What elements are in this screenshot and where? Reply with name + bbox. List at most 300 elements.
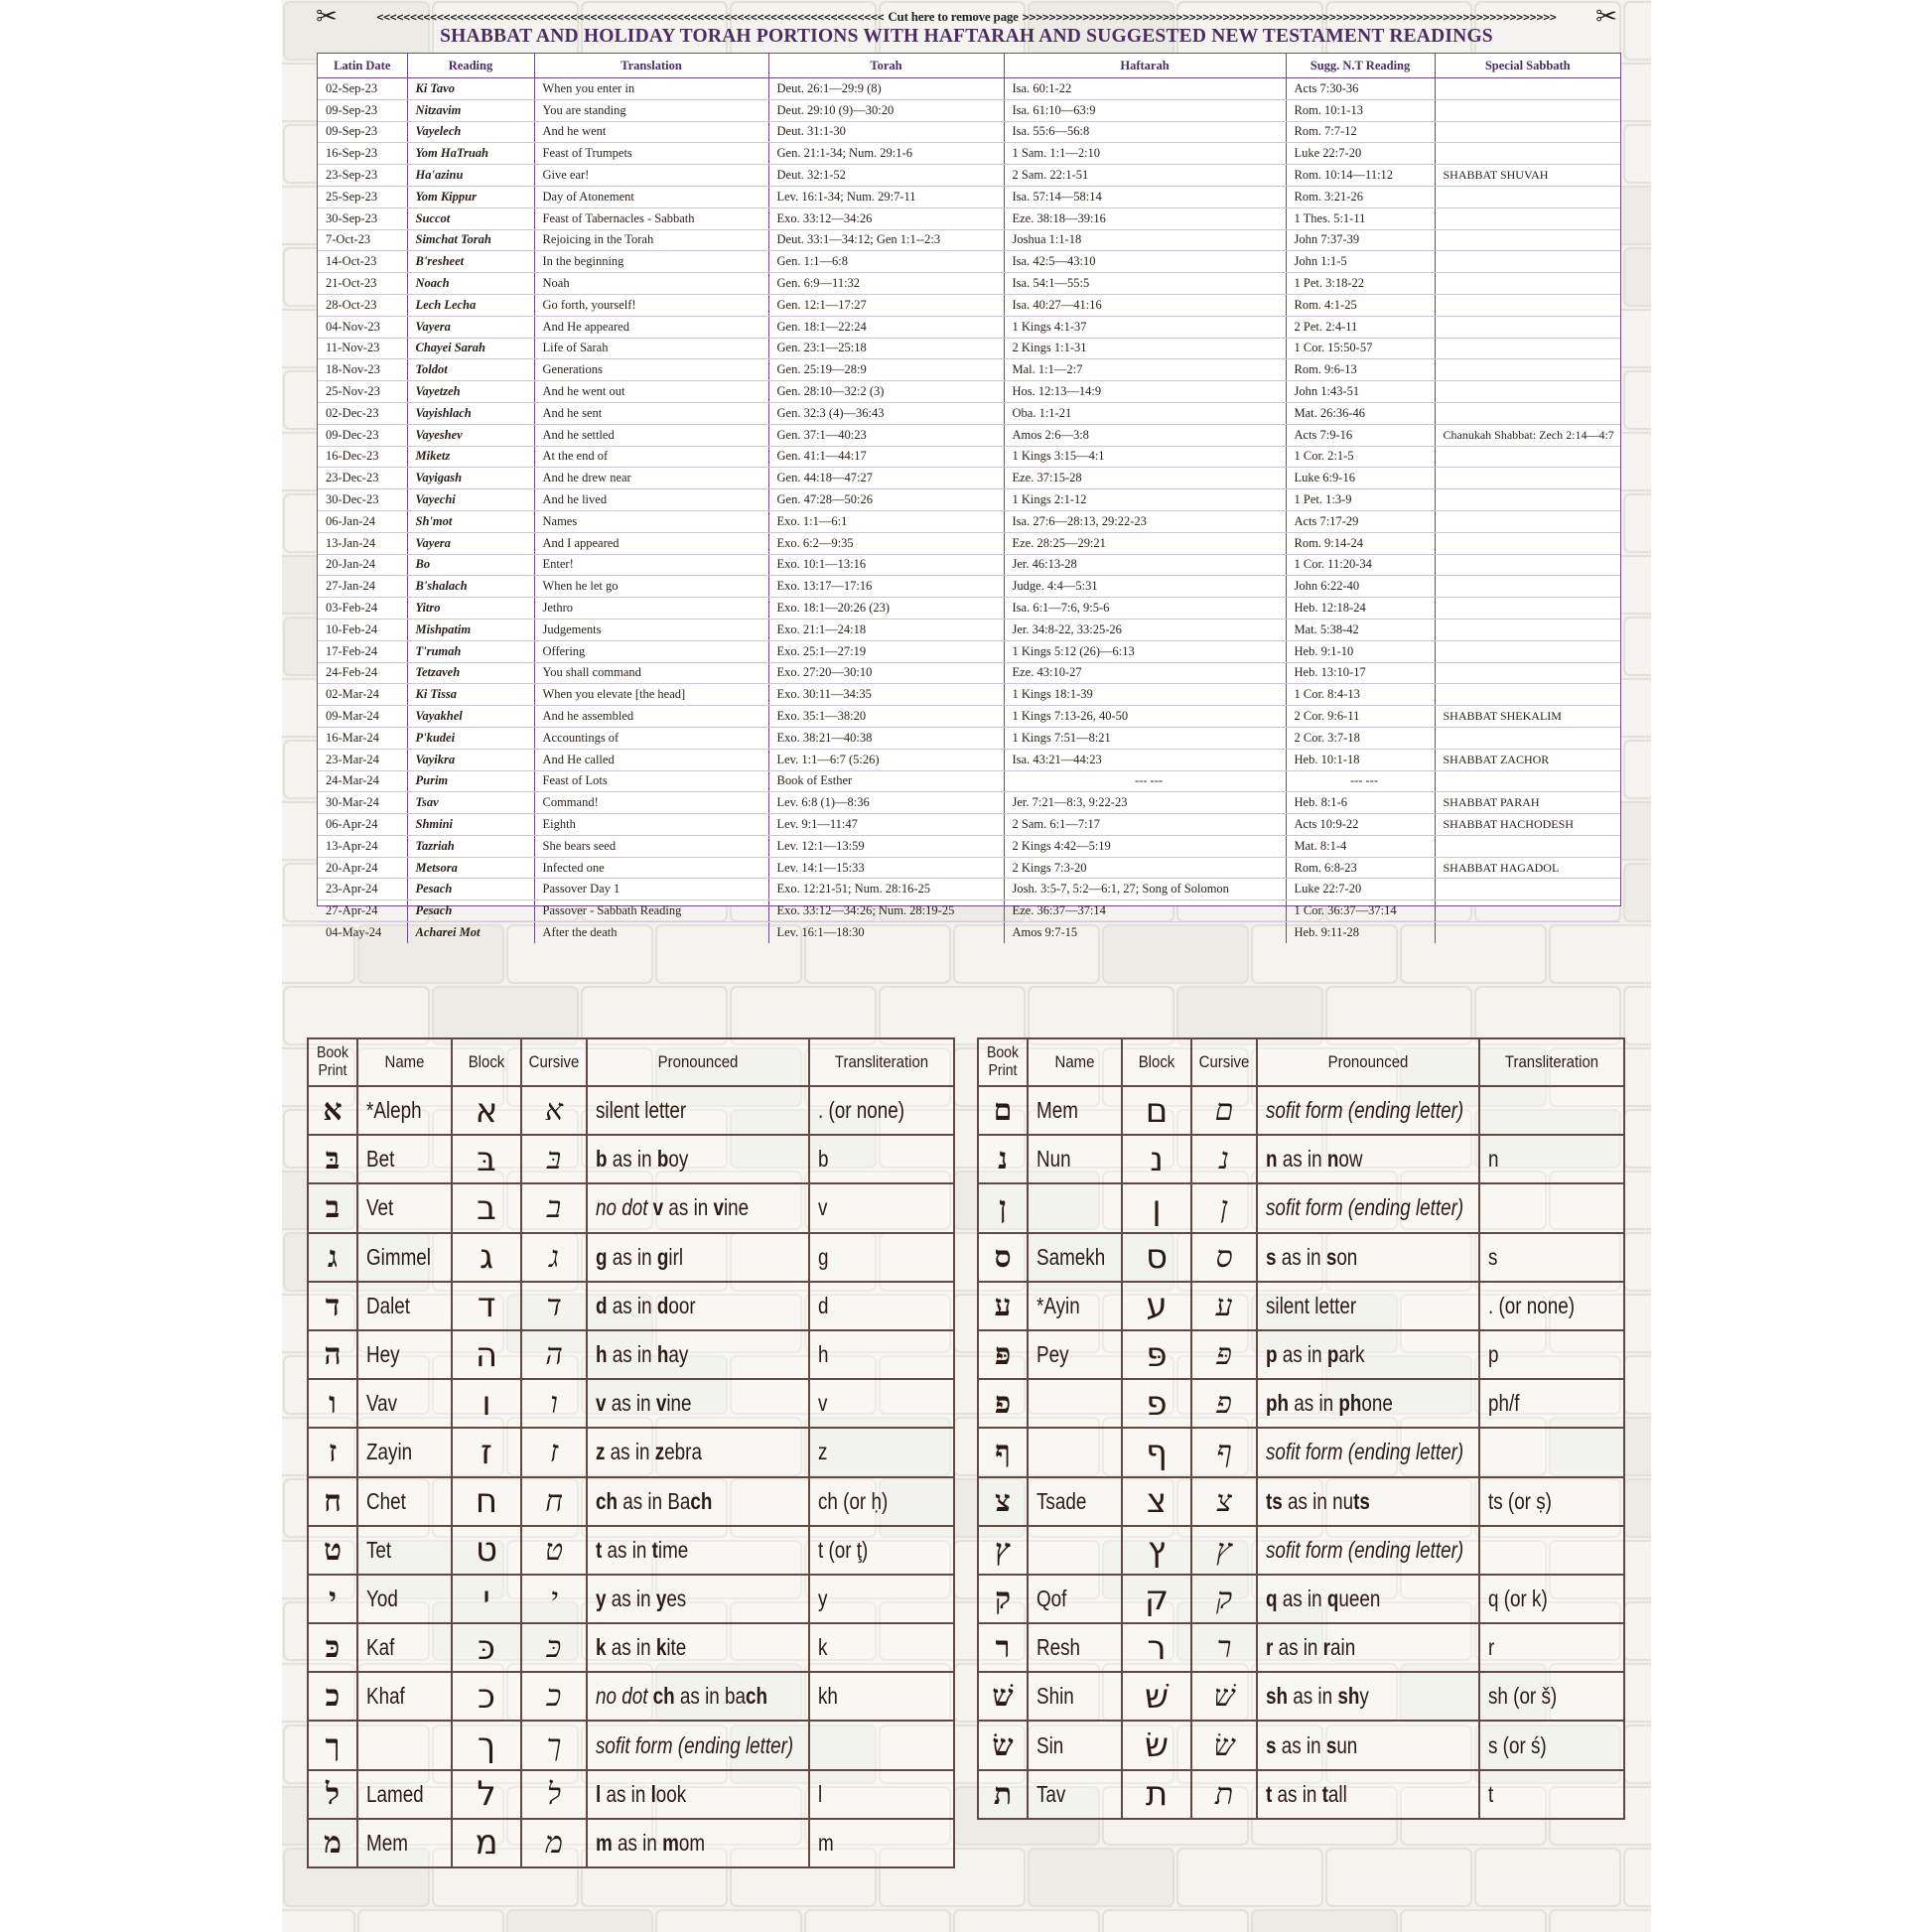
letter-block: ר [1122, 1623, 1191, 1672]
letter-book-print: ל [308, 1770, 357, 1819]
cell-haftarah: Isa. 40:27—41:16 [1004, 294, 1286, 316]
cell-reading: Sh'mot [407, 510, 534, 532]
transliteration-text: ch (or ḥ) [818, 1487, 889, 1514]
letter-name [357, 1379, 452, 1428]
letter-name-text: Lamed [366, 1780, 424, 1807]
col-header-name: Name [1034, 1038, 1117, 1086]
letter-cursive: ם [1191, 1086, 1257, 1135]
table-row [318, 900, 1620, 922]
cell-torah: Book of Esther [768, 770, 1004, 792]
pronounced-segment: t [1321, 1780, 1328, 1807]
pronounced-text [1266, 1097, 1463, 1124]
pronounced-segment: es [666, 1585, 687, 1611]
pronounced-segment: t [596, 1536, 603, 1563]
letter-transliteration [1479, 1086, 1624, 1135]
letter-name [1028, 1721, 1122, 1769]
letter-pronounced [1257, 1135, 1479, 1183]
cell-reading: Mishpatim [407, 619, 534, 640]
cell-haftarah: 2 Kings 4:42—5:19 [1004, 835, 1286, 857]
letter-name [1028, 1330, 1122, 1379]
cell-torah: Exo. 18:1—20:26 (23) [768, 598, 1004, 620]
table-row [318, 835, 1620, 857]
pronounced-segment: ine [666, 1390, 692, 1417]
transliteration-text: z [818, 1439, 828, 1465]
letter-cursive: ג [521, 1233, 587, 1282]
letter-pronounced [1257, 1672, 1479, 1721]
pronounced-text [1266, 1146, 1363, 1173]
letter-row [308, 1623, 954, 1672]
cell-latin-date: 20-Jan-24 [318, 554, 407, 576]
cell-torah: Lev. 16:1-34; Num. 29:7-11 [768, 186, 1004, 207]
cell-latin-date: 03-Feb-24 [318, 598, 407, 620]
transliteration-text: l [818, 1780, 823, 1807]
letter-transliteration [809, 1623, 954, 1672]
cell-special-sabbath: Chanukah Shabbat: Zech 2:14—4:7 [1435, 424, 1620, 446]
letter-cursive: ת [1191, 1770, 1257, 1819]
pronounced-segment: q [1266, 1585, 1278, 1611]
pronounced-segment: b [656, 1146, 669, 1173]
table-row [318, 727, 1620, 749]
letter-row [978, 1428, 1624, 1476]
cell-haftarah: Isa. 43:21—44:23 [1004, 749, 1286, 770]
table-row [318, 640, 1620, 662]
pronounced-segment: s [1266, 1731, 1277, 1758]
cell-latin-date: 23-Sep-23 [318, 165, 407, 187]
letter-transliteration [809, 1135, 954, 1183]
brick [1624, 618, 1651, 675]
letter-row [978, 1282, 1624, 1330]
cell-torah: Deut. 31:1-30 [768, 121, 1004, 143]
letter-block: כ [452, 1672, 521, 1721]
cell-nt-reading: 1 Cor. 11:20-34 [1286, 554, 1435, 576]
letter-transliteration [809, 1233, 954, 1282]
cell-torah: Deut. 33:1—34:12; Gen 1:1--2:3 [768, 229, 1004, 251]
cell-haftarah: Judge. 4:4—5:31 [1004, 576, 1286, 598]
cell-translation: Accountings of [534, 727, 768, 749]
hebrew-alphabet-table-right [977, 1037, 1625, 1820]
col-header-book-print [981, 1038, 1025, 1086]
cell-reading: Metsora [407, 857, 534, 879]
col-header-book: Book [316, 1044, 349, 1061]
cell-special-sabbath [1435, 121, 1620, 143]
letter-cursive: ר [1191, 1623, 1257, 1672]
pronounced-segment: b [596, 1146, 608, 1173]
col-header-block: Block [1126, 1038, 1187, 1086]
letter-cursive: ק [1191, 1575, 1257, 1623]
letter-row [308, 1575, 954, 1623]
table-row [318, 402, 1620, 424]
pronounced-segment: as in [606, 1634, 656, 1661]
alphabet-body-left [308, 1086, 954, 1867]
pronounced-segment: ph [1338, 1390, 1362, 1417]
table-row [318, 359, 1620, 381]
table-row [318, 207, 1620, 229]
letter-transliteration [809, 1672, 954, 1721]
letter-transliteration [1479, 1575, 1624, 1623]
cell-latin-date: 24-Mar-24 [318, 770, 407, 792]
pronounced-segment: ark [1338, 1341, 1365, 1368]
cell-haftarah: Joshua 1:1-18 [1004, 229, 1286, 251]
cell-translation: Judgements [534, 619, 768, 640]
brick [1624, 864, 1651, 921]
letter-row [308, 1477, 954, 1526]
cell-nt-reading: 1 Thes. 5:1-11 [1286, 207, 1435, 229]
letter-pronounced [1257, 1526, 1479, 1575]
brick [1624, 1849, 1651, 1906]
cell-nt-reading: --- --- [1286, 770, 1435, 792]
letter-transliteration [1479, 1477, 1624, 1526]
cell-haftarah: Josh. 3:5-7, 5:2—6:1, 27; Song of Solomon [1004, 879, 1286, 900]
cell-special-sabbath [1435, 770, 1620, 792]
brick [1177, 987, 1322, 1044]
letter-name [1028, 1672, 1122, 1721]
pronounced-segment: as in [606, 1390, 656, 1417]
letter-block: ן [1122, 1183, 1191, 1232]
pronounced-segment: ts [1266, 1487, 1283, 1514]
cell-reading: B'resheet [407, 251, 534, 273]
cell-reading: Toldot [407, 359, 534, 381]
table-row [318, 251, 1620, 273]
letter-row [308, 1819, 954, 1867]
letter-name-text: Mem [1036, 1097, 1078, 1124]
letter-cursive: שׁ [1191, 1672, 1257, 1721]
brick [1624, 1479, 1651, 1537]
cell-haftarah: 1 Kings 7:51—8:21 [1004, 727, 1286, 749]
brick [954, 1910, 1099, 1932]
table-row [318, 424, 1620, 446]
brick [1624, 1233, 1651, 1291]
letter-book-print: ר [978, 1623, 1028, 1672]
table-row [318, 229, 1620, 251]
pronounced-segment: l [596, 1780, 602, 1807]
letter-row [308, 1086, 954, 1135]
letter-transliteration [1479, 1623, 1624, 1672]
cell-special-sabbath [1435, 879, 1620, 900]
letter-cursive: ל [521, 1770, 587, 1819]
cell-reading: B'shalach [407, 576, 534, 598]
letter-book-print: ס [978, 1233, 1028, 1282]
letter-name [357, 1282, 452, 1330]
cell-latin-date: 11-Nov-23 [318, 338, 407, 359]
cell-latin-date: 30-Mar-24 [318, 792, 407, 814]
cell-special-sabbath: SHABBAT ZACHOR [1435, 749, 1620, 770]
letter-name-text: Samekh [1036, 1243, 1106, 1270]
transliteration-text: kh [818, 1683, 838, 1710]
cell-torah: Exo. 33:12—34:26; Num. 28:19-25 [768, 900, 1004, 922]
letter-row [308, 1379, 954, 1428]
table-row [318, 684, 1620, 706]
col-header-print: Print [318, 1062, 347, 1079]
table-row [318, 770, 1620, 792]
cell-torah: Lev. 9:1—11:47 [768, 814, 1004, 836]
letter-name [357, 1135, 452, 1183]
cell-torah: Gen. 18:1—22:24 [768, 316, 1004, 338]
cell-haftarah: 1 Kings 7:13-26, 40-50 [1004, 706, 1286, 728]
brick [1029, 1849, 1173, 1906]
torah-portions-header-row [318, 54, 1620, 78]
pronounced-segment: as in Ba [618, 1487, 691, 1514]
transliteration-text: t [1488, 1780, 1494, 1807]
cell-torah: Exo. 12:21-51; Num. 28:16-25 [768, 879, 1004, 900]
cell-latin-date: 23-Dec-23 [318, 468, 407, 489]
pronounced-text [596, 1244, 683, 1271]
brick [1326, 1849, 1471, 1906]
cell-special-sabbath [1435, 359, 1620, 381]
cell-latin-date: 16-Mar-24 [318, 727, 407, 749]
col-header-torah: Torah [768, 54, 1004, 78]
cell-latin-date: 30-Dec-23 [318, 489, 407, 511]
cell-torah: Exo. 6:2—9:35 [768, 532, 1004, 554]
letter-cursive: בּ [521, 1135, 587, 1183]
pronounced-text [596, 1830, 705, 1857]
transliteration-text: v [818, 1390, 828, 1417]
cell-haftarah: 2 Kings 7:3-20 [1004, 857, 1286, 879]
cell-latin-date: 02-Dec-23 [318, 402, 407, 424]
letter-book-print: פ [978, 1379, 1028, 1428]
letter-pronounced [1257, 1428, 1479, 1476]
col-header-pronounced: Pronounced [600, 1038, 795, 1086]
cell-reading: Succot [407, 207, 534, 229]
cell-translation: And he went [534, 121, 768, 143]
pronounced-segment: n [1266, 1146, 1278, 1173]
scissors-right-icon: ✂ [1595, 2, 1617, 31]
cell-translation: After the death [534, 922, 768, 943]
brick [284, 987, 429, 1044]
table-row [318, 468, 1620, 489]
letter-block: ב [452, 1183, 521, 1232]
transliteration-text: q (or k) [1488, 1585, 1548, 1611]
torah-portions-body [318, 78, 1620, 943]
brick [1475, 1849, 1620, 1906]
pronounced-segment: m [596, 1829, 613, 1856]
cell-special-sabbath [1435, 532, 1620, 554]
table-row [318, 706, 1620, 728]
cell-latin-date: 16-Dec-23 [318, 446, 407, 468]
cell-special-sabbath [1435, 229, 1620, 251]
letter-row [978, 1330, 1624, 1379]
letter-transliteration [1479, 1379, 1624, 1428]
table-row [318, 381, 1620, 403]
letter-cursive: ץ [1191, 1526, 1257, 1575]
pronounced-text [596, 1537, 688, 1564]
cell-torah: Gen. 47:28—50:26 [768, 489, 1004, 511]
pronounced-segment: as in [607, 1243, 657, 1270]
letter-cursive: נ [1191, 1135, 1257, 1183]
cell-translation: Names [534, 510, 768, 532]
table-row [318, 316, 1620, 338]
cell-reading: Ki Tissa [407, 684, 534, 706]
letter-block: שׁ [1122, 1672, 1191, 1721]
pronounced-segment: as in [1272, 1780, 1322, 1807]
col-header-transliteration: Transliteration [818, 1038, 945, 1086]
col-header-pronounced: Pronounced [1270, 1038, 1465, 1086]
letter-name [357, 1575, 452, 1623]
letter-block: ד [452, 1282, 521, 1330]
cell-translation: And He called [534, 749, 768, 770]
table-row [318, 857, 1620, 879]
letter-row [308, 1233, 954, 1282]
cell-latin-date: 06-Jan-24 [318, 510, 407, 532]
table-row [318, 78, 1620, 100]
cell-translation: You shall command [534, 662, 768, 684]
transliteration-text: d [818, 1292, 829, 1318]
letter-name [357, 1233, 452, 1282]
cell-nt-reading: Rom. 4:1-25 [1286, 294, 1435, 316]
cell-torah: Exo. 21:1—24:18 [768, 619, 1004, 640]
letter-book-print: מ [308, 1819, 357, 1867]
letter-name-text: Zayin [366, 1439, 413, 1465]
col-header-reading: Reading [407, 54, 534, 78]
cell-reading: Acharei Mot [407, 922, 534, 943]
pronounced-segment: v [713, 1194, 724, 1221]
pronounced-text [1266, 1488, 1370, 1515]
cell-haftarah: Isa. 27:6—28:13, 29:22-23 [1004, 510, 1286, 532]
letter-block: נ [1122, 1135, 1191, 1183]
page-title: SHABBAT AND HOLIDAY TORAH PORTIONS WITH HAFTARAH AND SUGGESTED NEW TESTAMENT READINGS [440, 26, 1493, 47]
table-row [318, 294, 1620, 316]
cell-translation: And he lived [534, 489, 768, 511]
letter-name [357, 1770, 452, 1819]
pronounced-segment: sofit form (ending letter) [1266, 1439, 1464, 1465]
letter-name-text: Resh [1036, 1634, 1081, 1661]
cell-latin-date: 28-Oct-23 [318, 294, 407, 316]
letter-name [1028, 1428, 1122, 1476]
letter-transliteration [1479, 1233, 1624, 1282]
pronounced-text [596, 1683, 767, 1710]
cell-reading: Vayetzeh [407, 381, 534, 403]
letter-cursive: ס [1191, 1233, 1257, 1282]
letter-block: ס [1122, 1233, 1191, 1282]
letter-book-print: ח [308, 1477, 357, 1526]
cell-haftarah: --- --- [1004, 770, 1286, 792]
letter-name [357, 1330, 452, 1379]
pronounced-text [1266, 1293, 1356, 1319]
pronounced-segment: v [596, 1390, 607, 1417]
cell-special-sabbath [1435, 99, 1620, 121]
letter-pronounced [587, 1183, 809, 1232]
col-header-name: Name [363, 1038, 447, 1086]
pronounced-text [596, 1488, 712, 1515]
alphabet-table-right-frame [977, 1037, 1625, 1820]
cell-nt-reading: 1 Cor. 2:1-5 [1286, 446, 1435, 468]
cell-translation: At the end of [534, 446, 768, 468]
transliteration-text: b [818, 1146, 829, 1173]
col-header-book-print [311, 1038, 354, 1086]
pronounced-segment: ts [1353, 1487, 1370, 1514]
pronounced-segment: one [1361, 1390, 1393, 1417]
transliteration-text: sh (or š) [1488, 1683, 1558, 1710]
cell-translation: Offering [534, 640, 768, 662]
cell-special-sabbath: SHABBAT HACHODESH [1435, 814, 1620, 836]
pronounced-text [1266, 1586, 1380, 1612]
letter-book-print: י [308, 1575, 357, 1623]
cell-torah: Gen. 6:9—11:32 [768, 273, 1004, 295]
letter-transliteration [809, 1575, 954, 1623]
pronounced-segment: sh [1266, 1683, 1289, 1710]
cell-translation: In the beginning [534, 251, 768, 273]
letter-block: מ [452, 1819, 521, 1867]
letter-name-text: Kaf [366, 1634, 395, 1661]
pronounced-segment: h [656, 1341, 669, 1368]
cell-latin-date: 14-Oct-23 [318, 251, 407, 273]
cell-reading: Yom HaTruah [407, 143, 534, 165]
page-sheet [282, 0, 1651, 1932]
cell-translation: Feast of Trumpets [534, 143, 768, 165]
cell-nt-reading: 2 Pet. 2:4-11 [1286, 316, 1435, 338]
pronounced-segment: ite [666, 1634, 687, 1661]
letter-pronounced [1257, 1477, 1479, 1526]
letter-name-text: *Ayin [1036, 1292, 1080, 1318]
cell-torah: Gen. 32:3 (4)—36:43 [768, 402, 1004, 424]
letter-transliteration [809, 1819, 954, 1867]
letter-cursive: מ [521, 1819, 587, 1867]
letter-cursive: כ [521, 1672, 587, 1721]
brick [1624, 1725, 1651, 1783]
cell-translation: Command! [534, 792, 768, 814]
pronounced-segment: as in [612, 1829, 663, 1856]
cell-torah: Lev. 1:1—6:7 (5:26) [768, 749, 1004, 770]
cell-special-sabbath [1435, 402, 1620, 424]
cell-latin-date: 17-Feb-24 [318, 640, 407, 662]
cell-haftarah: Mal. 1:1—2:7 [1004, 359, 1286, 381]
letter-name [1028, 1379, 1122, 1428]
pronounced-segment: v [655, 1390, 667, 1417]
transliteration-text: . (or none) [818, 1097, 905, 1124]
letter-cursive: ב [521, 1183, 587, 1232]
letter-name-text: Mem [366, 1829, 408, 1856]
letter-name-text: Tav [1036, 1780, 1066, 1807]
cell-special-sabbath [1435, 489, 1620, 511]
cell-nt-reading: Acts 7:17-29 [1286, 510, 1435, 532]
cell-torah: Exo. 25:1—27:19 [768, 640, 1004, 662]
cell-haftarah: Isa. 57:14—58:14 [1004, 186, 1286, 207]
cell-translation: Go forth, yourself! [534, 294, 768, 316]
cell-translation: And he drew near [534, 468, 768, 489]
letter-pronounced [1257, 1183, 1479, 1232]
cell-nt-reading: 1 Pet. 1:3-9 [1286, 489, 1435, 511]
cell-nt-reading: Rom. 3:21-26 [1286, 186, 1435, 207]
letter-name-text: Vav [366, 1390, 398, 1417]
letter-name-text: Yod [366, 1585, 398, 1611]
pronounced-segment: ueen [1338, 1585, 1381, 1611]
cell-reading: Lech Lecha [407, 294, 534, 316]
pronounced-segment: as in [1277, 1585, 1327, 1611]
cell-reading: Nitzavim [407, 99, 534, 121]
cell-nt-reading: Luke 6:9-16 [1286, 468, 1435, 489]
pronounced-segment: s [1325, 1243, 1337, 1270]
pronounced-segment: ain [1330, 1634, 1356, 1661]
letter-cursive: א [521, 1086, 587, 1135]
pronounced-segment: sofit form (ending letter) [1266, 1194, 1464, 1221]
brick [1103, 1910, 1248, 1932]
cell-haftarah: Isa. 42:5—43:10 [1004, 251, 1286, 273]
letter-cursive: פּ [1191, 1330, 1257, 1379]
cell-torah: Gen. 37:1—40:23 [768, 424, 1004, 446]
cell-special-sabbath [1435, 446, 1620, 468]
letter-book-print: שׂ [978, 1721, 1028, 1769]
pronounced-segment: ch [596, 1487, 619, 1514]
transliteration-text: v [818, 1194, 828, 1221]
pronounced-segment: ow [1338, 1146, 1363, 1173]
letter-name [1028, 1233, 1122, 1282]
letter-row [308, 1721, 954, 1769]
pronounced-segment: r [1322, 1634, 1331, 1661]
pronounced-text [1266, 1634, 1355, 1661]
cell-special-sabbath [1435, 78, 1620, 100]
cell-latin-date: 23-Mar-24 [318, 749, 407, 770]
cell-reading: Pesach [407, 900, 534, 922]
transliteration-text: h [818, 1341, 829, 1368]
